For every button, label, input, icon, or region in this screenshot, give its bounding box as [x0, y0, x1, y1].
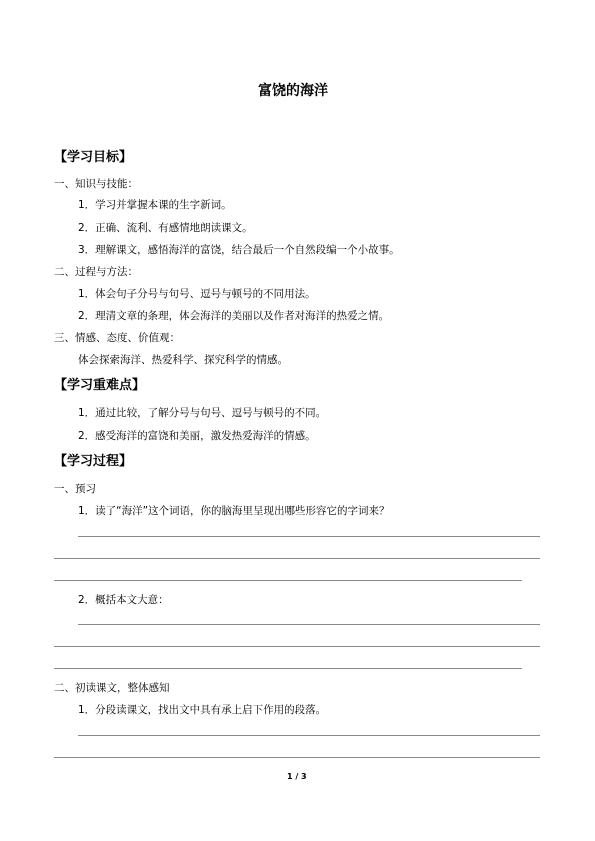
page-number: 1 / 3 [287, 772, 307, 781]
difficulty-item: 2．感受海洋的富饶和美丽，激发热爱海洋的情感。 [78, 430, 316, 442]
process-heading: 【学习过程】 [54, 454, 133, 469]
difficulties-heading: 【学习重难点】 [54, 378, 146, 393]
objective-item: 3．理解课文，感悟海洋的富饶，结合最后一个自然段编一个小故事。 [78, 244, 400, 256]
question-1: 1．读了“海洋”这个词语，你的脑海里呈现出哪些形容它的字词来？ [78, 505, 390, 517]
objective-item: 2．正确、流利、有感情地朗读课文。 [78, 222, 253, 234]
objectives-section-2: 二、过程与方法： [54, 266, 138, 278]
question-2: 2．概括本文大意： [78, 594, 169, 606]
objective-item: 1．体会句子分号与句号、逗号与顿号的不同用法。 [78, 288, 316, 300]
answer-line[interactable] [54, 757, 540, 758]
objective-item: 2．理清文章的条理，体会海洋的美丽以及作者对海洋的热爱之情。 [78, 310, 390, 322]
answer-line[interactable] [54, 646, 540, 647]
answer-line[interactable] [54, 580, 522, 581]
answer-line[interactable] [78, 735, 540, 736]
objectives-section-3: 三、情感、态度、价值观： [54, 332, 180, 344]
objective-text: 体会探索海洋、热爱科学、探究科学的情感。 [78, 354, 288, 366]
objectives-heading: 【学习目标】 [54, 150, 133, 165]
answer-line[interactable] [54, 668, 522, 669]
difficulty-item: 1．通过比较，了解分号与句号、逗号与顿号的不同。 [78, 407, 327, 419]
process-part-2: 二、初读课文，整体感知 [54, 682, 170, 694]
question-3: 1．分段读课文，找出文中具有承上启下作用的段落。 [78, 704, 327, 716]
answer-line[interactable] [78, 536, 540, 537]
process-part-1: 一、预习 [54, 483, 96, 495]
answer-line[interactable] [54, 558, 540, 559]
objective-item: 1．学习并掌握本课的生字新词。 [78, 199, 232, 211]
answer-line[interactable] [78, 624, 540, 625]
objectives-section-1: 一、知识与技能： [54, 178, 138, 190]
page-title: 富饶的海洋 [258, 83, 328, 99]
